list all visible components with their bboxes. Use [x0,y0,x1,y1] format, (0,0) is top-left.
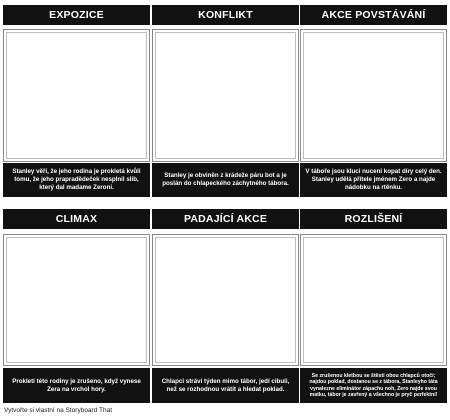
caption-text: Stanley je obviněn z krádeže páru bot a je poslán do chlapeckého záchytného tábora. [162,172,289,187]
cell-konflikt [152,5,299,197]
cell-title: KONFLIKT [152,5,299,25]
caption-text: V táboře jsou kluci nuceni kopat díry celý den. Stanley udělá přítele jménem Zero a najde nádobku na rtěnku. [305,168,442,191]
image-placeholder [6,32,147,159]
image-frame [152,29,299,162]
cell-caption [300,163,447,197]
caption-text: Se zrušenou kletbou se štěstí obou chlapců otočí; najdou poklad, dostanou se z tábora, Stanleyho táta vynalezne eliminátor zápachu noh, Zero najde svou matku, tábor je zavřený a všechno je pryč perfektní! [309,372,438,398]
cell-expozice [3,5,150,197]
image-placeholder [155,237,296,363]
cell-title: AKCE POVSTÁVÁNÍ [300,5,447,25]
image-frame [152,234,299,366]
image-frame [300,234,447,366]
cell-caption [152,368,299,403]
image-placeholder [303,32,444,159]
cell-akce-povstavani [300,5,447,197]
cell-title: ROZLIŠENÍ [300,209,447,229]
cell-rozliseni [300,209,447,403]
cell-climax [3,209,150,403]
cell-title: EXPOZICE [3,5,150,25]
image-placeholder [303,237,444,363]
cell-padajici-akce [152,209,299,403]
image-frame [3,234,150,366]
image-frame [3,29,150,162]
caption-text: Chlapci stráví týden mimo tábor, jedí cibuli, než se rozhodnou vrátit a hledat poklad. [161,377,290,393]
image-placeholder [6,237,147,363]
cell-title: CLIMAX [3,209,150,229]
footer-credit[interactable]: Vytvořte si vlastní na Storyboard That [4,407,113,414]
caption-text: Prokletí této rodiny je zrušeno, když vynese Zera na vrchol hory. [12,377,141,393]
image-frame [300,29,447,162]
cell-title: PADAJÍCÍ AKCE [152,209,299,229]
caption-text: Stanley věří, že jeho rodina je prokletá kvůli tomu, že jeho prapradědeček nesplnil slib, který dal madame Zeroni. [12,168,141,191]
cell-caption [300,368,447,403]
cell-caption [152,163,299,197]
cell-caption [3,163,150,197]
cell-caption [3,368,150,403]
image-placeholder [155,32,296,159]
